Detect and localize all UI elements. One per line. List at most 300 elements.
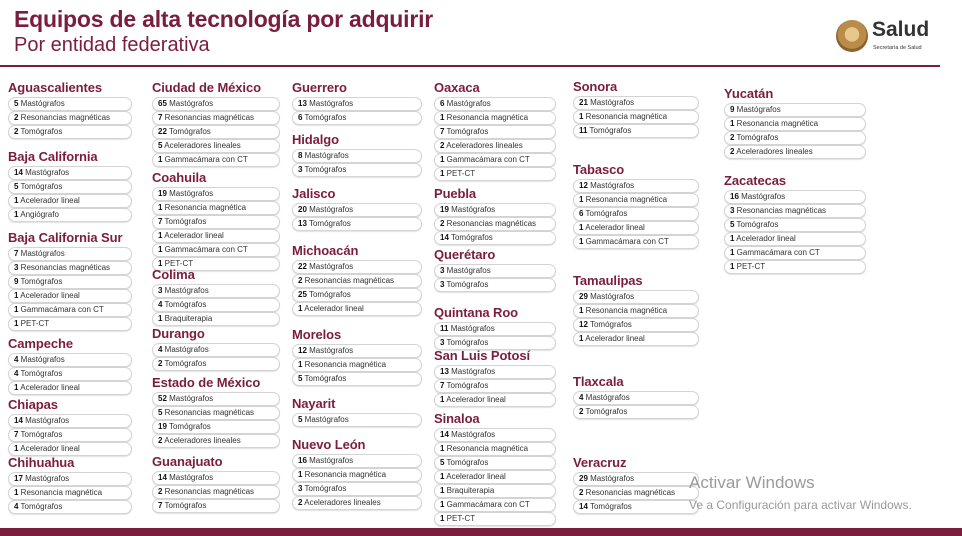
equipment-item [152, 97, 280, 111]
equipment-label: Acelerador lineal [444, 395, 506, 404]
equipment-item [434, 365, 556, 379]
equipment-count: 19 [158, 189, 167, 198]
equipment-item [573, 391, 699, 405]
state-name-nayarit: Nayarit [292, 396, 336, 411]
equipment-item [292, 274, 422, 288]
equipment-label: Tomógrafos [166, 422, 211, 431]
equipment-count: 4 [579, 393, 584, 402]
equipment-label: Braquiterapia [444, 486, 495, 495]
equipment-item [434, 379, 556, 393]
state-name-michoacan: Michoacán [292, 243, 359, 258]
equipment-count: 4 [14, 502, 19, 511]
equipment-count: 12 [298, 346, 307, 355]
state-name-tabasco: Tabasco [573, 162, 625, 177]
equipment-count: 2 [14, 113, 19, 122]
equipment-count: 14 [158, 473, 167, 482]
equipment-count: 2 [158, 436, 163, 445]
equipment-count: 1 [158, 259, 163, 268]
equipment-item [434, 393, 556, 407]
equipment-label: Mastógrafos [587, 292, 635, 301]
equipment-label: Tomógrafos [18, 277, 63, 286]
equipment-item [724, 232, 866, 246]
equipment-item [724, 190, 866, 204]
equipment-item [292, 302, 422, 316]
equipment-label: Tomógrafos [444, 127, 489, 136]
equipment-count: 21 [579, 98, 588, 107]
equipment-label: Mastógrafos [166, 189, 214, 198]
equipment-item [434, 153, 556, 167]
equipment-label: Tomógrafos [302, 484, 347, 493]
equipment-count: 1 [730, 119, 735, 128]
equipment-label: Resonancia magnética [444, 113, 529, 122]
footer-bar [0, 528, 962, 536]
equipment-label: Gammacámara con CT [162, 155, 248, 164]
equipment-label: Acelerador lineal [18, 291, 80, 300]
equipment-count: 22 [298, 262, 307, 271]
equipment-label: Tomógrafos [18, 182, 63, 191]
equipment-label: Acelerador lineal [302, 304, 364, 313]
equipment-count: 3 [730, 206, 735, 215]
equipment-item [292, 163, 422, 177]
equipment-item [152, 312, 280, 326]
equipment-count: 13 [298, 219, 307, 228]
equipment-item [152, 201, 280, 215]
equipment-count: 12 [579, 320, 588, 329]
equipment-item [724, 131, 866, 145]
equipment-label: Acelerador lineal [583, 223, 645, 232]
equipment-count: 4 [14, 355, 19, 364]
equipment-label: Tomógrafos [162, 300, 207, 309]
state-name-quintana-roo: Quintana Roo [434, 305, 519, 320]
equipment-count: 1 [440, 514, 445, 523]
equipment-item [573, 500, 699, 514]
equipment-count: 1 [158, 245, 163, 254]
equipment-label: Resonancias magnéticas [162, 408, 255, 417]
equipment-label: Aceleradores lineales [444, 141, 523, 150]
equipment-label: Acelerador lineal [162, 231, 224, 240]
equipment-count: 22 [158, 127, 167, 136]
equipment-count: 25 [298, 290, 307, 299]
equipment-label: Tomógrafos [18, 502, 63, 511]
equipment-label: PET-CT [734, 262, 766, 271]
equipment-item [152, 406, 280, 420]
equipment-count: 1 [14, 291, 19, 300]
equipment-item [573, 96, 699, 110]
equipment-item [434, 231, 556, 245]
equipment-count: 3 [298, 484, 303, 493]
equipment-count: 6 [579, 209, 584, 218]
equipment-item [573, 124, 699, 138]
equipment-item [8, 166, 132, 180]
equipment-label: Mastógrafos [18, 355, 65, 364]
equipment-count: 2 [158, 487, 163, 496]
equipment-count: 7 [14, 249, 19, 258]
equipment-count: 2 [730, 147, 735, 156]
equipment-label: Mastógrafos [22, 168, 70, 177]
equipment-item [292, 358, 422, 372]
equipment-label: Mastógrafos [448, 367, 496, 376]
equipment-item [724, 117, 866, 131]
equipment-item [434, 264, 556, 278]
equipment-item [434, 139, 556, 153]
equipment-label: Gammacámara con CT [18, 305, 104, 314]
equipment-count: 7 [440, 127, 445, 136]
equipment-item [434, 442, 556, 456]
equipment-label: Tomógrafos [587, 502, 632, 511]
equipment-item [434, 203, 556, 217]
equipment-item [152, 471, 280, 485]
equipment-count: 29 [579, 474, 588, 483]
equipment-count: 2 [298, 498, 303, 507]
equipment-item [573, 221, 699, 235]
equipment-item [152, 125, 280, 139]
equipment-item [8, 247, 132, 261]
equipment-label: Acelerador lineal [734, 234, 796, 243]
equipment-count: 4 [14, 369, 19, 378]
equipment-label: Aceleradores lineales [302, 498, 381, 507]
equipment-item [434, 484, 556, 498]
equipment-count: 52 [158, 394, 167, 403]
equipment-label: Aceleradores lineales [162, 436, 241, 445]
equipment-label: Resonancias magnéticas [583, 488, 676, 497]
equipment-item [152, 229, 280, 243]
equipment-item [434, 278, 556, 292]
equipment-item [8, 472, 132, 486]
state-name-nuevo-leon: Nuevo León [292, 437, 366, 452]
equipment-label: Mastógrafos [22, 474, 70, 483]
equipment-item [8, 367, 132, 381]
equipment-item [152, 298, 280, 312]
state-name-tamaulipas: Tamaulipas [573, 273, 643, 288]
equipment-label: Mastógrafos [162, 345, 209, 354]
equipment-count: 9 [730, 105, 735, 114]
equipment-item [573, 110, 699, 124]
equipment-count: 1 [730, 262, 735, 271]
equipment-count: 1 [579, 237, 584, 246]
equipment-item [292, 482, 422, 496]
equipment-count: 1 [440, 500, 445, 509]
equipment-label: Resonancia magnética [734, 119, 819, 128]
equipment-count: 5 [14, 182, 19, 191]
equipment-item [292, 344, 422, 358]
state-name-san-luis-potosi: San Luis Potosí [434, 348, 531, 363]
equipment-count: 4 [158, 345, 163, 354]
equipment-item [573, 405, 699, 419]
equipment-count: 2 [14, 127, 19, 136]
equipment-label: Tomógrafos [587, 126, 632, 135]
equipment-count: 1 [14, 210, 19, 219]
equipment-label: Tomógrafos [587, 320, 632, 329]
equipment-label: Mastógrafos [306, 99, 354, 108]
equipment-label: Tomógrafos [306, 290, 351, 299]
equipment-item [434, 125, 556, 139]
equipment-item [8, 261, 132, 275]
equipment-item [8, 500, 132, 514]
equipment-count: 1 [440, 169, 445, 178]
equipment-count: 5 [298, 374, 303, 383]
equipment-item [8, 111, 132, 125]
equipment-item [8, 353, 132, 367]
equipment-count: 7 [158, 113, 163, 122]
state-name-zacatecas: Zacatecas [724, 173, 786, 188]
equipment-item [8, 303, 132, 317]
equipment-count: 1 [440, 113, 445, 122]
equipment-item [292, 111, 422, 125]
state-name-jalisco: Jalisco [292, 186, 336, 201]
equipment-count: 14 [440, 430, 449, 439]
equipment-count: 14 [579, 502, 588, 511]
equipment-label: Tomógrafos [162, 217, 207, 226]
state-name-chihuahua: Chihuahua [8, 455, 75, 470]
equipment-item [152, 485, 280, 499]
national-seal-icon [836, 20, 868, 52]
equipment-item [724, 246, 866, 260]
equipment-label: Resonancias magnéticas [18, 113, 111, 122]
equipment-label: Gammacámara con CT [734, 248, 820, 257]
equipment-count: 65 [158, 99, 167, 108]
equipment-item [8, 275, 132, 289]
equipment-count: 1 [298, 470, 303, 479]
equipment-label: Mastógrafos [18, 99, 65, 108]
state-name-puebla: Puebla [434, 186, 477, 201]
state-name-guanajuato: Guanajuato [152, 454, 223, 469]
equipment-count: 8 [298, 151, 303, 160]
equipment-count: 1 [440, 472, 445, 481]
equipment-item [8, 414, 132, 428]
state-name-chiapas: Chiapas [8, 397, 58, 412]
equipment-item [152, 434, 280, 448]
equipment-label: Mastógrafos [306, 205, 354, 214]
equipment-item [573, 193, 699, 207]
equipment-label: Mastógrafos [587, 98, 635, 107]
equipment-item [724, 103, 866, 117]
equipment-count: 1 [579, 306, 584, 315]
equipment-label: Resonancia magnética [18, 488, 103, 497]
equipment-count: 19 [440, 205, 449, 214]
equipment-item [8, 289, 132, 303]
equipment-item [8, 428, 132, 442]
equipment-item [8, 486, 132, 500]
equipment-item [573, 179, 699, 193]
state-name-aguascalientes: Aguascalientes [8, 80, 102, 95]
equipment-label: Tomógrafos [162, 359, 207, 368]
equipment-item [152, 392, 280, 406]
equipment-item [152, 343, 280, 357]
equipment-label: PET-CT [162, 259, 194, 268]
equipment-label: Mastógrafos [162, 286, 209, 295]
equipment-label: Mastógrafos [166, 394, 214, 403]
page-title: Equipos de alta tecnología por adquirir [14, 6, 434, 32]
equipment-label: Mastógrafos [302, 415, 349, 424]
equipment-label: Tomógrafos [166, 127, 211, 136]
equipment-count: 2 [579, 407, 584, 416]
equipment-count: 2 [440, 141, 445, 150]
equipment-item [152, 499, 280, 513]
activation-watermark-title: Activar Windows [689, 473, 815, 492]
state-name-oaxaca: Oaxaca [434, 80, 480, 95]
equipment-item [8, 194, 132, 208]
equipment-count: 1 [440, 486, 445, 495]
equipment-count: 1 [14, 196, 19, 205]
equipment-count: 1 [14, 488, 19, 497]
equipment-item [292, 288, 422, 302]
equipment-label: Tomógrafos [18, 369, 63, 378]
equipment-item [8, 317, 132, 331]
equipment-item [292, 260, 422, 274]
equipment-label: Mastógrafos [166, 473, 214, 482]
equipment-label: Tomógrafos [18, 127, 63, 136]
equipment-count: 1 [14, 305, 19, 314]
equipment-item [292, 203, 422, 217]
equipment-count: 1 [579, 334, 584, 343]
header-divider [0, 65, 940, 67]
state-name-baja-california: Baja California [8, 149, 98, 164]
equipment-item [292, 468, 422, 482]
equipment-label: Acelerador lineal [583, 334, 645, 343]
equipment-item [434, 111, 556, 125]
equipment-item [292, 496, 422, 510]
equipment-item [152, 187, 280, 201]
equipment-item [573, 290, 699, 304]
state-name-veracruz: Veracruz [573, 455, 627, 470]
equipment-label: Tomógrafos [444, 458, 489, 467]
equipment-label: Resonancias magnéticas [162, 487, 255, 496]
equipment-label: Aceleradores lineales [734, 147, 813, 156]
equipment-item [573, 304, 699, 318]
equipment-count: 1 [14, 319, 19, 328]
equipment-count: 6 [298, 113, 303, 122]
equipment-label: Tomógrafos [18, 430, 63, 439]
equipment-count: 3 [440, 266, 445, 275]
equipment-count: 17 [14, 474, 23, 483]
equipment-label: PET-CT [18, 319, 50, 328]
equipment-label: Mastógrafos [306, 456, 354, 465]
equipment-count: 2 [730, 133, 735, 142]
equipment-label: Mastógrafos [306, 346, 354, 355]
equipment-label: Acelerador lineal [18, 444, 80, 453]
equipment-count: 13 [440, 367, 449, 376]
equipment-item [573, 318, 699, 332]
equipment-label: Mastógrafos [738, 192, 786, 201]
equipment-label: Tomógrafos [734, 220, 779, 229]
equipment-item [8, 180, 132, 194]
equipment-label: Mastógrafos [448, 324, 495, 333]
equipment-count: 1 [579, 223, 584, 232]
equipment-item [434, 470, 556, 484]
equipment-count: 11 [440, 324, 449, 333]
equipment-label: Mastógrafos [18, 249, 65, 258]
equipment-count: 1 [298, 360, 303, 369]
equipment-count: 1 [579, 195, 584, 204]
equipment-label: Resonancia magnética [583, 112, 668, 121]
state-name-campeche: Campeche [8, 336, 73, 351]
equipment-label: Resonancias magnéticas [444, 219, 537, 228]
equipment-item [152, 284, 280, 298]
equipment-item [8, 208, 132, 222]
equipment-label: Gammacámara con CT [583, 237, 669, 246]
equipment-label: Resonancia magnética [583, 195, 668, 204]
state-name-morelos: Morelos [292, 327, 342, 342]
equipment-label: Mastógrafos [444, 266, 491, 275]
equipment-item [573, 207, 699, 221]
equipment-count: 5 [298, 415, 303, 424]
equipment-item [434, 217, 556, 231]
logo-name: Salud [872, 18, 930, 41]
equipment-count: 1 [158, 231, 163, 240]
equipment-count: 14 [14, 416, 23, 425]
equipment-count: 29 [579, 292, 588, 301]
equipment-count: 1 [579, 112, 584, 121]
equipment-item [152, 139, 280, 153]
equipment-item [434, 97, 556, 111]
equipment-label: Resonancias magnéticas [734, 206, 827, 215]
equipment-label: PET-CT [444, 169, 476, 178]
equipment-label: Resonancia magnética [162, 203, 247, 212]
equipment-label: Resonancia magnética [302, 360, 387, 369]
equipment-count: 2 [298, 276, 303, 285]
equipment-item [8, 125, 132, 139]
equipment-count: 12 [579, 181, 588, 190]
equipment-label: PET-CT [444, 514, 476, 523]
state-name-hidalgo: Hidalgo [292, 132, 339, 147]
equipment-label: Mastógrafos [166, 99, 214, 108]
equipment-label: Gammacámara con CT [444, 155, 530, 164]
equipment-item [292, 217, 422, 231]
equipment-label: Tomógrafos [444, 381, 489, 390]
equipment-label: Acelerador lineal [444, 472, 506, 481]
equipment-item [292, 454, 422, 468]
equipment-count: 5 [730, 220, 735, 229]
state-name-tlaxcala: Tlaxcala [573, 374, 624, 389]
equipment-count: 2 [158, 359, 163, 368]
equipment-item [573, 486, 699, 500]
equipment-count: 3 [298, 165, 303, 174]
equipment-label: Mastógrafos [448, 430, 496, 439]
equipment-item [8, 97, 132, 111]
equipment-count: 1 [730, 248, 735, 257]
equipment-item [434, 498, 556, 512]
state-name-ciudad-de-mexico: Ciudad de México [152, 80, 261, 95]
equipment-count: 11 [579, 126, 588, 135]
equipment-count: 19 [158, 422, 167, 431]
equipment-count: 7 [440, 381, 445, 390]
equipment-count: 1 [440, 155, 445, 164]
equipment-label: Mastógrafos [587, 474, 635, 483]
equipment-item [434, 167, 556, 181]
equipment-count: 3 [440, 338, 445, 347]
equipment-item [152, 357, 280, 371]
equipment-count: 13 [298, 99, 307, 108]
equipment-count: 6 [440, 99, 445, 108]
equipment-item [434, 456, 556, 470]
equipment-label: Mastógrafos [302, 151, 349, 160]
equipment-label: Tomógrafos [302, 374, 347, 383]
equipment-label: Aceleradores lineales [162, 141, 241, 150]
equipment-item [573, 332, 699, 346]
equipment-label: Tomógrafos [302, 113, 347, 122]
equipment-item [152, 420, 280, 434]
equipment-label: Mastógrafos [583, 393, 630, 402]
state-name-coahuila: Coahuila [152, 170, 207, 185]
activation-watermark-text: Ve a Configuración para activar Windows. [689, 498, 912, 512]
equipment-item [724, 260, 866, 274]
equipment-count: 1 [14, 444, 19, 453]
equipment-count: 16 [730, 192, 739, 201]
equipment-label: Tomógrafos [734, 133, 779, 142]
equipment-label: Tomógrafos [444, 280, 489, 289]
equipment-count: 1 [730, 234, 735, 243]
equipment-label: Resonancia magnética [444, 444, 529, 453]
